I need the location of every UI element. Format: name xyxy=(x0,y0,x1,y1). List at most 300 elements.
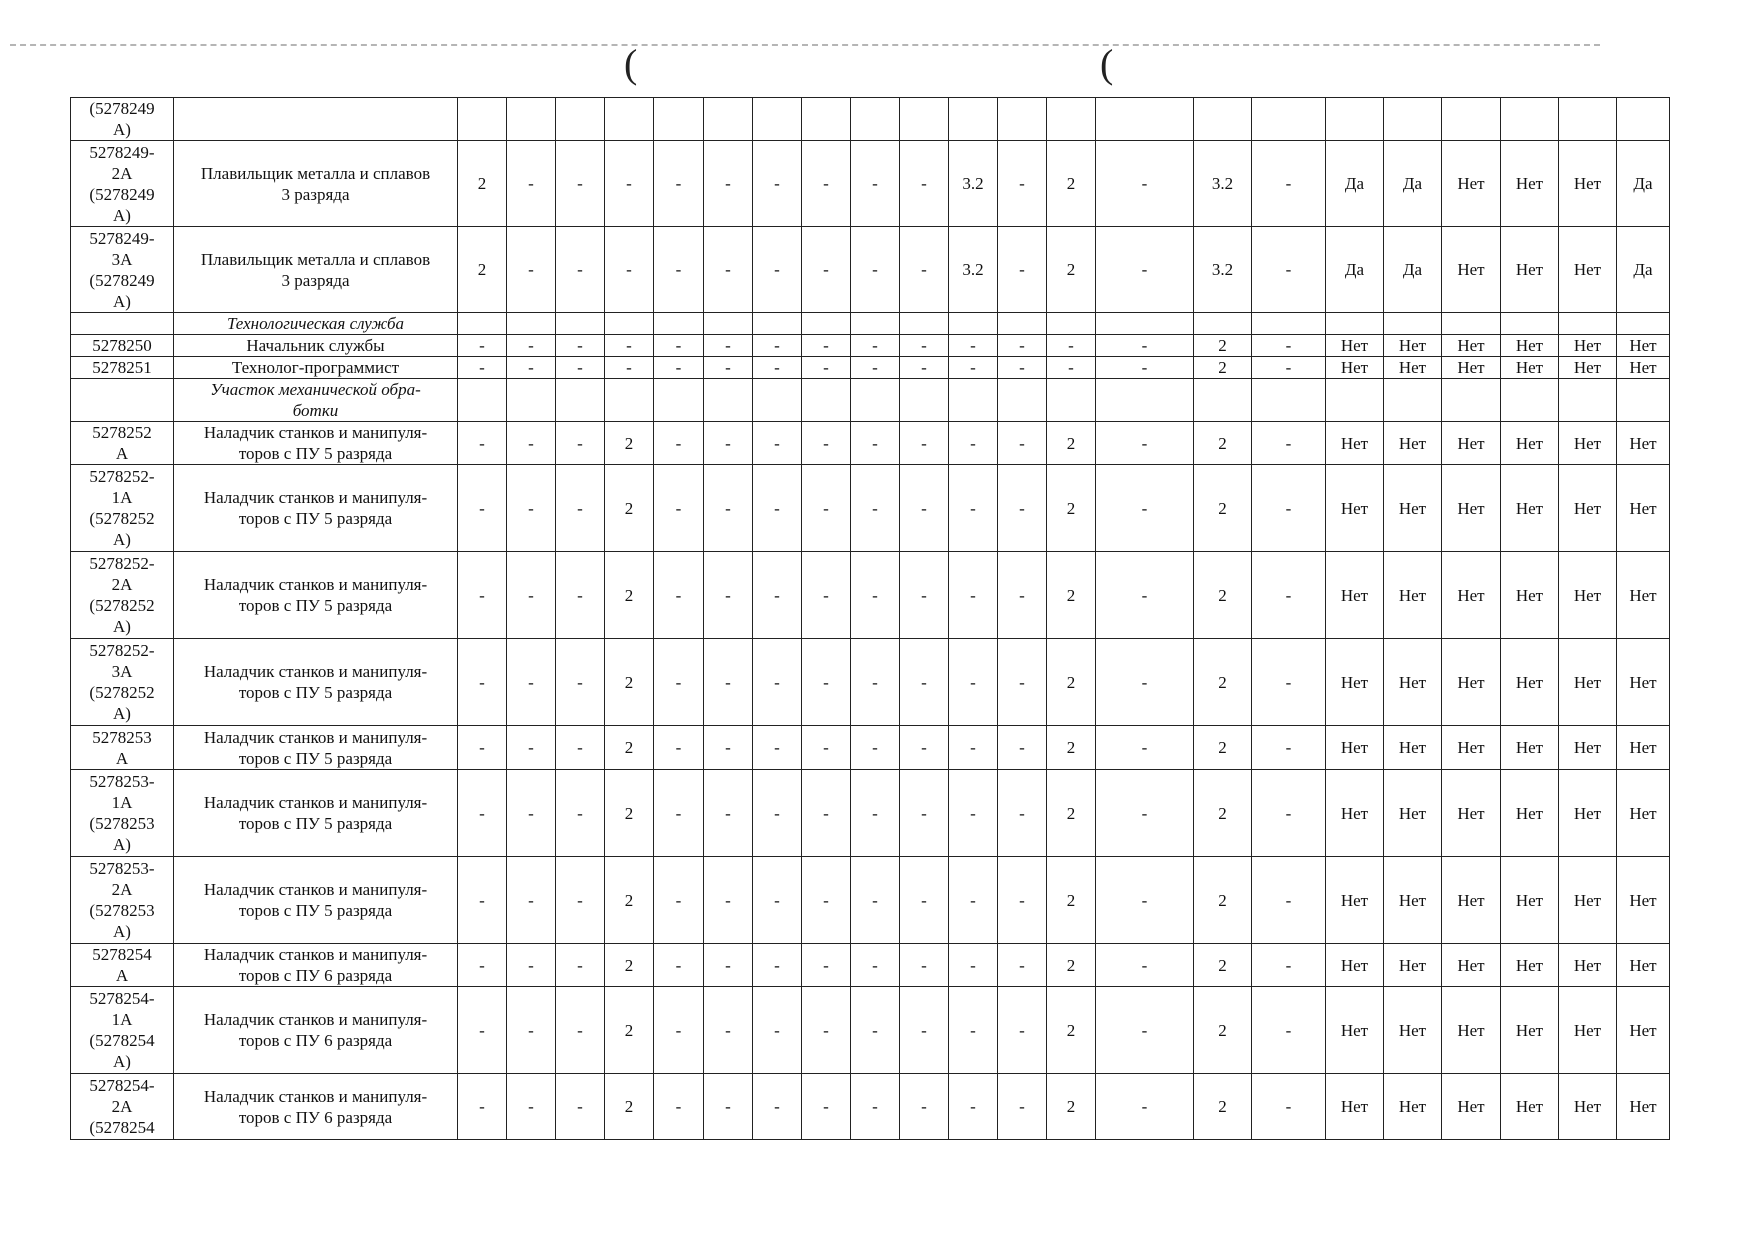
value-cell: Нет xyxy=(1617,639,1670,726)
value-cell: - xyxy=(458,987,507,1074)
value-cell: - xyxy=(507,227,556,313)
value-cell: 2 xyxy=(1194,335,1252,357)
value-cell: Нет xyxy=(1617,1074,1670,1140)
code-cell: 5278252- 3A (5278252 A) xyxy=(71,639,174,726)
value-cell: Нет xyxy=(1442,335,1501,357)
value-cell: 2 xyxy=(1194,944,1252,987)
value-cell: Нет xyxy=(1501,944,1559,987)
table-row xyxy=(71,422,1670,465)
value-cell: - xyxy=(802,227,851,313)
value-cell: - xyxy=(556,465,605,552)
value-cell: - xyxy=(753,944,802,987)
value-cell: - xyxy=(1252,357,1326,379)
value-cell xyxy=(802,379,851,422)
value-cell: Нет xyxy=(1617,944,1670,987)
value-cell: - xyxy=(753,770,802,857)
table-row xyxy=(71,465,1670,552)
value-cell: - xyxy=(1047,357,1096,379)
value-cell: - xyxy=(654,987,704,1074)
value-cell: - xyxy=(802,357,851,379)
value-cell: Нет xyxy=(1617,335,1670,357)
value-cell: Нет xyxy=(1501,1074,1559,1140)
table-row xyxy=(71,726,1670,770)
value-cell: Нет xyxy=(1326,944,1384,987)
code-cell: (5278249 A) xyxy=(71,98,174,141)
value-cell: - xyxy=(900,726,949,770)
value-cell: - xyxy=(556,770,605,857)
value-cell: - xyxy=(900,422,949,465)
value-cell xyxy=(1384,379,1442,422)
code-cell xyxy=(71,379,174,422)
value-cell: - xyxy=(802,857,851,944)
value-cell: Нет xyxy=(1559,357,1617,379)
value-cell: - xyxy=(1096,1074,1194,1140)
value-cell: Нет xyxy=(1617,357,1670,379)
value-cell: - xyxy=(556,422,605,465)
value-cell: - xyxy=(998,141,1047,227)
value-cell: - xyxy=(851,422,900,465)
value-cell: Нет xyxy=(1559,987,1617,1074)
section-title: Участок механической обра- ботки xyxy=(174,379,458,422)
value-cell xyxy=(998,379,1047,422)
value-cell: - xyxy=(654,465,704,552)
value-cell: - xyxy=(458,465,507,552)
value-cell xyxy=(507,313,556,335)
value-cell xyxy=(1442,379,1501,422)
position-name-cell: Наладчик станков и манипуля- торов с ПУ 6 разряда xyxy=(174,1074,458,1140)
value-cell: - xyxy=(556,227,605,313)
value-cell xyxy=(1617,379,1670,422)
value-cell: Нет xyxy=(1559,141,1617,227)
value-cell: - xyxy=(654,357,704,379)
value-cell: - xyxy=(998,857,1047,944)
value-cell: Нет xyxy=(1501,552,1559,639)
value-cell xyxy=(998,313,1047,335)
value-cell xyxy=(1194,379,1252,422)
value-cell: - xyxy=(654,726,704,770)
value-cell xyxy=(507,379,556,422)
value-cell: - xyxy=(949,987,998,1074)
value-cell: - xyxy=(998,227,1047,313)
value-cell: - xyxy=(605,141,654,227)
value-cell xyxy=(1326,379,1384,422)
value-cell xyxy=(1559,313,1617,335)
value-cell xyxy=(458,379,507,422)
value-cell: Нет xyxy=(1617,987,1670,1074)
value-cell: - xyxy=(1096,639,1194,726)
value-cell xyxy=(654,313,704,335)
value-cell: - xyxy=(704,639,753,726)
value-cell: 2 xyxy=(605,987,654,1074)
value-cell: - xyxy=(458,857,507,944)
value-cell xyxy=(851,98,900,141)
value-cell: - xyxy=(851,1074,900,1140)
value-cell: - xyxy=(704,857,753,944)
value-cell: - xyxy=(900,1074,949,1140)
value-cell xyxy=(851,379,900,422)
value-cell xyxy=(1194,313,1252,335)
value-cell: - xyxy=(900,227,949,313)
value-cell: - xyxy=(556,1074,605,1140)
value-cell: Нет xyxy=(1617,552,1670,639)
value-cell: 2 xyxy=(1047,857,1096,944)
code-cell xyxy=(71,313,174,335)
value-cell xyxy=(654,98,704,141)
value-cell xyxy=(753,313,802,335)
value-cell: 2 xyxy=(1047,1074,1096,1140)
code-cell: 5278251 xyxy=(71,357,174,379)
value-cell: Да xyxy=(1617,141,1670,227)
value-cell: - xyxy=(753,639,802,726)
value-cell: Да xyxy=(1326,227,1384,313)
value-cell: - xyxy=(753,422,802,465)
value-cell: Нет xyxy=(1326,1074,1384,1140)
value-cell xyxy=(1252,98,1326,141)
value-cell: Нет xyxy=(1326,357,1384,379)
value-cell: - xyxy=(900,552,949,639)
value-cell: - xyxy=(1096,465,1194,552)
value-cell: - xyxy=(1252,227,1326,313)
value-cell: Нет xyxy=(1559,944,1617,987)
value-cell xyxy=(998,98,1047,141)
value-cell: Нет xyxy=(1442,227,1501,313)
table-row xyxy=(71,357,1670,379)
value-cell: - xyxy=(704,227,753,313)
value-cell: - xyxy=(753,552,802,639)
value-cell: 2 xyxy=(1194,465,1252,552)
value-cell: - xyxy=(753,726,802,770)
scan-artifact-line xyxy=(10,44,1600,46)
table-row xyxy=(71,1074,1670,1140)
table-row xyxy=(71,857,1670,944)
value-cell: - xyxy=(654,141,704,227)
value-cell: - xyxy=(949,465,998,552)
value-cell: - xyxy=(1252,857,1326,944)
value-cell: - xyxy=(900,357,949,379)
value-cell xyxy=(1096,313,1194,335)
value-cell: Нет xyxy=(1501,770,1559,857)
value-cell: 2 xyxy=(1047,944,1096,987)
value-cell: - xyxy=(753,857,802,944)
value-cell: Нет xyxy=(1326,726,1384,770)
value-cell: Нет xyxy=(1559,639,1617,726)
value-cell: - xyxy=(802,726,851,770)
value-cell: - xyxy=(654,857,704,944)
value-cell: - xyxy=(753,465,802,552)
table-row xyxy=(71,987,1670,1074)
value-cell: - xyxy=(1096,770,1194,857)
value-cell: - xyxy=(998,335,1047,357)
value-cell: - xyxy=(704,141,753,227)
table-row xyxy=(71,770,1670,857)
code-cell: 5278254- 1A (5278254 A) xyxy=(71,987,174,1074)
value-cell xyxy=(949,98,998,141)
value-cell: - xyxy=(1047,335,1096,357)
value-cell: - xyxy=(704,1074,753,1140)
value-cell xyxy=(1559,98,1617,141)
position-name-cell: Наладчик станков и манипуля- торов с ПУ 5 разряда xyxy=(174,422,458,465)
value-cell: - xyxy=(900,770,949,857)
code-cell: 5278253 A xyxy=(71,726,174,770)
value-cell xyxy=(753,379,802,422)
value-cell: Нет xyxy=(1617,465,1670,552)
value-cell: - xyxy=(704,770,753,857)
position-name-cell: Плавильщик металла и сплавов 3 разряда xyxy=(174,141,458,227)
value-cell: - xyxy=(507,726,556,770)
value-cell: - xyxy=(704,357,753,379)
position-name-cell: Наладчик станков и манипуля- торов с ПУ 5 разряда xyxy=(174,639,458,726)
value-cell: - xyxy=(753,227,802,313)
value-cell: 2 xyxy=(605,465,654,552)
value-cell: - xyxy=(998,726,1047,770)
value-cell: - xyxy=(1252,770,1326,857)
value-cell: - xyxy=(900,141,949,227)
value-cell xyxy=(556,98,605,141)
value-cell: - xyxy=(1096,227,1194,313)
value-cell: - xyxy=(458,552,507,639)
value-cell: Да xyxy=(1384,227,1442,313)
value-cell: - xyxy=(458,944,507,987)
value-cell xyxy=(1384,98,1442,141)
value-cell xyxy=(900,98,949,141)
value-cell: 2 xyxy=(1047,987,1096,1074)
value-cell: - xyxy=(753,357,802,379)
value-cell: - xyxy=(802,422,851,465)
value-cell: - xyxy=(458,422,507,465)
value-cell: Да xyxy=(1384,141,1442,227)
value-cell xyxy=(1501,313,1559,335)
value-cell: - xyxy=(900,857,949,944)
value-cell: 2 xyxy=(1194,357,1252,379)
value-cell: 2 xyxy=(1194,770,1252,857)
table-row xyxy=(71,227,1670,313)
value-cell: Нет xyxy=(1442,770,1501,857)
value-cell: - xyxy=(998,552,1047,639)
value-cell: - xyxy=(458,770,507,857)
value-cell: - xyxy=(851,639,900,726)
value-cell xyxy=(654,379,704,422)
value-cell: Нет xyxy=(1384,335,1442,357)
value-cell: - xyxy=(753,141,802,227)
value-cell: - xyxy=(802,141,851,227)
value-cell: - xyxy=(1252,944,1326,987)
value-cell: Нет xyxy=(1559,335,1617,357)
value-cell: - xyxy=(507,335,556,357)
value-cell: - xyxy=(1096,726,1194,770)
value-cell: - xyxy=(802,987,851,1074)
value-cell: 2 xyxy=(605,944,654,987)
value-cell: Нет xyxy=(1442,422,1501,465)
value-cell: 2 xyxy=(1047,726,1096,770)
value-cell: - xyxy=(556,987,605,1074)
value-cell: Нет xyxy=(1442,857,1501,944)
value-cell: Нет xyxy=(1501,335,1559,357)
value-cell: - xyxy=(900,944,949,987)
code-cell: 5278252 A xyxy=(71,422,174,465)
value-cell: - xyxy=(802,335,851,357)
value-cell: 2 xyxy=(1047,227,1096,313)
value-cell: - xyxy=(851,357,900,379)
value-cell: 2 xyxy=(605,726,654,770)
value-cell: - xyxy=(998,1074,1047,1140)
value-cell: - xyxy=(704,465,753,552)
value-cell: - xyxy=(1252,465,1326,552)
value-cell: Нет xyxy=(1501,227,1559,313)
value-cell: - xyxy=(1252,141,1326,227)
value-cell: - xyxy=(900,639,949,726)
position-name-cell: Наладчик станков и манипуля- торов с ПУ 5 разряда xyxy=(174,465,458,552)
value-cell: Нет xyxy=(1501,357,1559,379)
value-cell xyxy=(1047,98,1096,141)
value-cell xyxy=(1194,98,1252,141)
value-cell: - xyxy=(556,857,605,944)
value-cell: - xyxy=(900,465,949,552)
value-cell: Нет xyxy=(1326,335,1384,357)
value-cell: - xyxy=(1096,357,1194,379)
value-cell xyxy=(556,379,605,422)
value-cell: - xyxy=(704,987,753,1074)
value-cell xyxy=(1047,313,1096,335)
value-cell: - xyxy=(1096,335,1194,357)
value-cell: - xyxy=(851,552,900,639)
value-cell: - xyxy=(1252,639,1326,726)
value-cell: - xyxy=(998,770,1047,857)
value-cell: - xyxy=(949,1074,998,1140)
value-cell: - xyxy=(1252,726,1326,770)
position-name-cell: Наладчик станков и манипуля- торов с ПУ 6 разряда xyxy=(174,987,458,1074)
value-cell: - xyxy=(507,357,556,379)
value-cell: - xyxy=(1096,422,1194,465)
value-cell: - xyxy=(753,1074,802,1140)
value-cell: - xyxy=(802,552,851,639)
value-cell: - xyxy=(802,770,851,857)
value-cell: Нет xyxy=(1326,857,1384,944)
value-cell: Да xyxy=(1617,227,1670,313)
code-cell: 5278254- 2A (5278254 xyxy=(71,1074,174,1140)
value-cell xyxy=(1326,313,1384,335)
value-cell: - xyxy=(851,726,900,770)
value-cell: - xyxy=(949,357,998,379)
value-cell: Нет xyxy=(1384,770,1442,857)
value-cell: - xyxy=(654,944,704,987)
value-cell: Нет xyxy=(1501,422,1559,465)
value-cell: - xyxy=(949,944,998,987)
value-cell: - xyxy=(1252,1074,1326,1140)
value-cell: Нет xyxy=(1442,141,1501,227)
table-row xyxy=(71,335,1670,357)
value-cell xyxy=(704,379,753,422)
value-cell xyxy=(802,98,851,141)
value-cell xyxy=(704,313,753,335)
value-cell: - xyxy=(556,141,605,227)
value-cell: Нет xyxy=(1442,465,1501,552)
value-cell: - xyxy=(507,857,556,944)
value-cell: - xyxy=(998,422,1047,465)
value-cell xyxy=(458,313,507,335)
position-name-cell: Наладчик станков и манипуля- торов с ПУ 5 разряда xyxy=(174,552,458,639)
table-row xyxy=(71,141,1670,227)
value-cell: Нет xyxy=(1384,357,1442,379)
value-cell xyxy=(605,379,654,422)
position-name-cell: Начальник службы xyxy=(174,335,458,357)
value-cell: Нет xyxy=(1442,726,1501,770)
value-cell: - xyxy=(654,1074,704,1140)
value-cell: 2 xyxy=(1194,857,1252,944)
value-cell xyxy=(1096,98,1194,141)
value-cell: - xyxy=(507,422,556,465)
value-cell: - xyxy=(949,639,998,726)
value-cell: 2 xyxy=(1047,552,1096,639)
value-cell: Нет xyxy=(1442,1074,1501,1140)
value-cell xyxy=(1384,313,1442,335)
value-cell xyxy=(1326,98,1384,141)
value-cell: Нет xyxy=(1442,639,1501,726)
value-cell: 2 xyxy=(1047,465,1096,552)
value-cell: - xyxy=(507,944,556,987)
value-cell: Нет xyxy=(1501,987,1559,1074)
table-row xyxy=(71,552,1670,639)
value-cell: - xyxy=(949,857,998,944)
value-cell: - xyxy=(949,552,998,639)
value-cell: - xyxy=(507,770,556,857)
value-cell: - xyxy=(704,422,753,465)
value-cell: - xyxy=(556,639,605,726)
value-cell: 2 xyxy=(458,141,507,227)
value-cell: - xyxy=(1252,335,1326,357)
value-cell: 3.2 xyxy=(1194,141,1252,227)
value-cell xyxy=(605,313,654,335)
value-cell: 2 xyxy=(1047,141,1096,227)
value-cell: - xyxy=(654,770,704,857)
value-cell: - xyxy=(851,944,900,987)
value-cell: 2 xyxy=(1047,770,1096,857)
value-cell: 2 xyxy=(605,552,654,639)
value-cell: Нет xyxy=(1326,770,1384,857)
value-cell: - xyxy=(654,552,704,639)
value-cell xyxy=(900,313,949,335)
value-cell: - xyxy=(949,422,998,465)
document-table-wrapper xyxy=(70,97,1670,1140)
value-cell: - xyxy=(507,465,556,552)
value-cell: - xyxy=(998,987,1047,1074)
value-cell xyxy=(1501,98,1559,141)
value-cell: Нет xyxy=(1384,944,1442,987)
code-cell: 5278249- 3A (5278249 A) xyxy=(71,227,174,313)
value-cell: - xyxy=(605,335,654,357)
value-cell: - xyxy=(1252,422,1326,465)
value-cell xyxy=(1442,98,1501,141)
value-cell: Нет xyxy=(1326,465,1384,552)
value-cell: - xyxy=(753,987,802,1074)
value-cell: Нет xyxy=(1559,552,1617,639)
value-cell: Нет xyxy=(1326,422,1384,465)
value-cell: Нет xyxy=(1501,465,1559,552)
value-cell: 2 xyxy=(1194,726,1252,770)
value-cell: Нет xyxy=(1559,1074,1617,1140)
value-cell xyxy=(753,98,802,141)
value-cell xyxy=(605,98,654,141)
value-cell: - xyxy=(458,639,507,726)
value-cell: - xyxy=(1096,987,1194,1074)
value-cell: Нет xyxy=(1559,857,1617,944)
value-cell: - xyxy=(998,944,1047,987)
value-cell: Нет xyxy=(1559,227,1617,313)
value-cell: - xyxy=(998,639,1047,726)
value-cell: - xyxy=(507,639,556,726)
value-cell: - xyxy=(851,141,900,227)
value-cell: 3.2 xyxy=(949,227,998,313)
value-cell: Нет xyxy=(1384,726,1442,770)
